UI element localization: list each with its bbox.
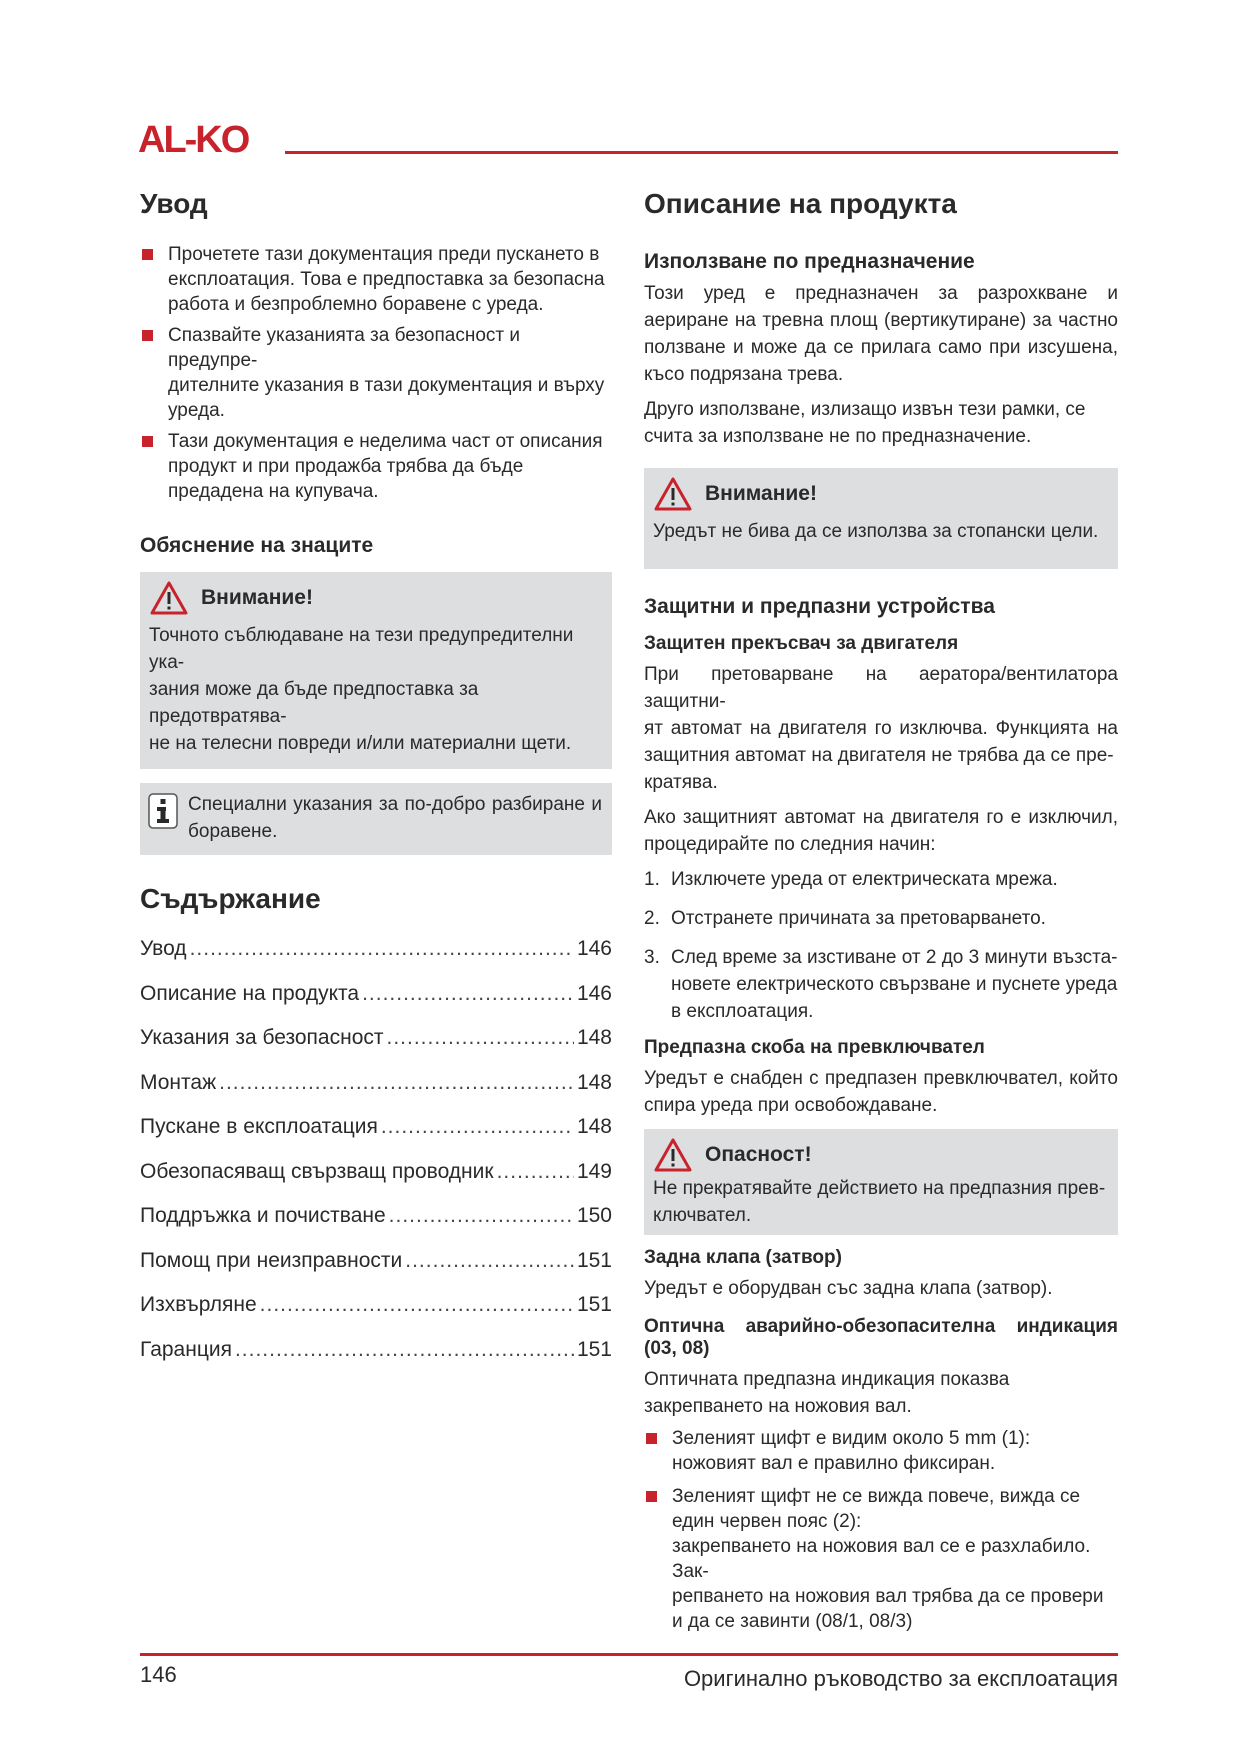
safety-devices-title: Защитни и предпазни устройства (644, 595, 995, 618)
warning-text: Уредът не бива да се използва за стопански цели. (653, 521, 1099, 542)
info-text: Специални указания за по-добро разбиране и боравене. (188, 794, 602, 842)
list-item: 1. Изключете уреда от електрическата мрежа. (644, 869, 1058, 890)
warning-title: Внимание! (201, 586, 313, 609)
danger-box (644, 1129, 1118, 1235)
optical-indicator-text: Оптичната предпазна индикация показва закрепването на ножовия вал. (644, 1369, 1010, 1417)
list-item: Спазвайте указанията за безопасност и предупре- дителните указания в тази документация и върху уреда. (140, 323, 612, 423)
signs-title: Обяснение на знаците (140, 534, 374, 557)
toc-entry[interactable]: Помощ при неизправности ..... 151 (140, 1249, 612, 1294)
toc-entry[interactable]: Увод ..... 146 (140, 937, 612, 982)
product-title: Описание на продукта (644, 188, 957, 219)
page-number: 146 (140, 1662, 177, 1687)
square-bullet-icon (646, 1433, 657, 1444)
motor-switch-text: При претоварване на аератора/вентилатора защитни- ят автомат на двигателя го изключва. Функцията на защитния автомат на двигателя не трябва да се пре- кратява. (644, 664, 1118, 793)
intro-title: Увод (140, 188, 208, 219)
footer-rule (140, 1653, 1118, 1656)
warning-box (644, 468, 1118, 569)
toc-entry[interactable]: Изхвърляне ..... 151 (140, 1293, 612, 1338)
toc-entry[interactable]: Пускане в експлоатация ..... 148 (140, 1115, 612, 1160)
danger-title: Опасност! (705, 1143, 812, 1166)
square-bullet-icon (142, 249, 153, 260)
toc-entry[interactable]: Гаранция ..... 151 (140, 1338, 612, 1383)
optical-indicator-list (644, 1426, 1118, 1634)
toc-entry[interactable]: Указания за безопасност ..... 148 (140, 1026, 612, 1071)
info-icon (148, 793, 178, 829)
info-box (140, 783, 612, 855)
list-item: Зеленият щифт не се вижда повече, вижда се един червен пояс (2): закрепването на ножовия вал се е разхлабило. Зак- репването на ножовия вал трябва да се провери и да се завинти (08/1, 08/3) (644, 1484, 1118, 1634)
list-item: Тази документация е неделима част от описания продукт и при продажба трябва да бъде предадена на купувача. (140, 429, 612, 504)
procedure-steps (644, 866, 1118, 1025)
list-item: Зеленият щифт е видим около 5 mm (1): ножовият вал е правилно фиксиран. (644, 1426, 1118, 1476)
warning-text: Точното съблюдаване на тези предупредителни ука- зания може да бъде предпоставка за предотвратява- не на телесни повреди и/или материални щети. (149, 625, 574, 754)
toc-entry[interactable]: Описание на продукта ..... 146 (140, 982, 612, 1027)
warning-box (140, 572, 612, 769)
toc-title: Съдържание (140, 883, 321, 914)
motor-switch-procedure: Ако защитният автомат на двигателя го е изключил, процедирайте по следния начин: (644, 807, 1118, 855)
square-bullet-icon (142, 436, 153, 447)
rear-flap-title: Задна клапа (затвор) (644, 1247, 842, 1268)
footer-title: Оригинално ръководство за експлоатация (683, 1666, 1118, 1691)
intended-use-title: Използване по предназначение (644, 250, 975, 273)
list-item: Прочетете тази документация преди пускането в експлоатация. Това е предпоставка за безопасна работа и безпроблемно боравене с уреда. (140, 242, 612, 317)
warning-triangle-icon (149, 580, 189, 616)
toc-entry[interactable]: Монтаж ..... 148 (140, 1071, 612, 1116)
switch-bar-text: Уредът е снабден с предпазен превключвател, който спира уреда при освобождаване. (644, 1068, 1118, 1116)
toc-entry[interactable]: Поддръжка и почистване ..... 150 (140, 1204, 612, 1249)
square-bullet-icon (646, 1491, 657, 1502)
warning-triangle-icon (653, 476, 693, 512)
motor-switch-title: Защитен прекъсвач за двигателя (644, 633, 959, 654)
optical-indicator-title: Оптична аварийно-обезопасителна индикация (03, 08) (644, 1316, 1118, 1359)
misuse-text: Друго използване, излизащо извън тези рамки, се счита за използване не по предназначение. (644, 399, 1086, 447)
rear-flap-text: Уредът е оборудван със задна клапа (затвор). (644, 1278, 1053, 1299)
toc-entry[interactable]: Обезопасяващ свързващ проводник ..... 149 (140, 1160, 612, 1205)
switch-bar-title: Предпазна скоба на превключвател (644, 1037, 985, 1058)
intro-list (140, 242, 612, 504)
header-rule (285, 151, 1118, 154)
square-bullet-icon (142, 330, 153, 341)
right-column (644, 188, 1118, 1634)
danger-text: Не прекратявайте действието на предпазния прев- ключвател. (653, 1178, 1106, 1226)
warning-triangle-icon (653, 1137, 693, 1173)
list-item: 2. Отстранете причината за претоварването. (644, 908, 1046, 929)
intended-use-text: Този уред е предназначен за разрохкване и аериране на тревна площ (вертикутиране) за частно ползване и може да се прилага само при изсушена, късо подрязана трева. (644, 283, 1118, 385)
warning-title: Внимание! (705, 482, 817, 505)
logo-text: AL-KO (138, 119, 249, 158)
list-item: 3. След време за изстиване от 2 до 3 минути възста- новете електрическото свързване и пуснете уреда в експлоатация. (644, 947, 1118, 1022)
al-ko-logo (138, 118, 276, 158)
table-of-contents (140, 937, 612, 1382)
left-column (140, 188, 612, 1382)
